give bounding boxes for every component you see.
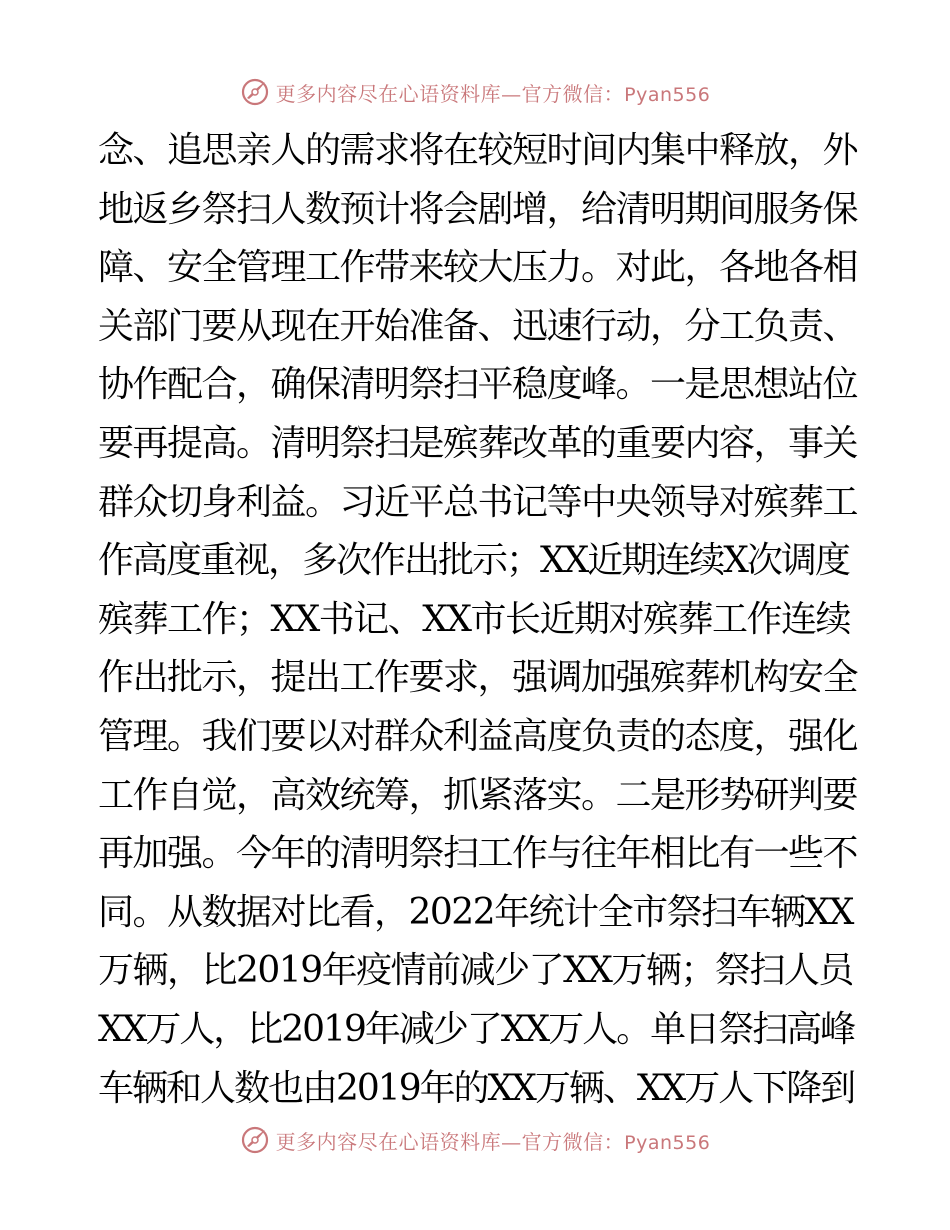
quill-seal-icon	[240, 1125, 270, 1155]
text-line: 地返乡祭扫人数预计将会剧增，给清明期间服务保	[98, 188, 858, 230]
text-line: 工作自觉，高效统筹，抓紧落实。二是形势研判要	[98, 774, 858, 816]
text-line: 协作配合，确保清明祭扫平稳度峰。一是思想站位	[98, 364, 858, 406]
text-line: XX万人，比2019年减少了XX万人。单日祭扫高峰	[98, 1008, 855, 1050]
document-body	[98, 122, 858, 1118]
text-line: 要再提高。清明祭扫是殡葬改革的重要内容，事关	[98, 422, 858, 464]
text-line: 念、追思亲人的需求将在较短时间内集中释放，外	[98, 130, 858, 171]
text-line: 作高度重视，多次作出批示；XX近期连续X次调度	[98, 540, 849, 582]
watermark-handle: Pyan556	[624, 1131, 711, 1154]
watermark-text: 更多内容尽在心语资料库—官方微信：Pyan556	[275, 1129, 711, 1154]
text-line: 管理。我们要以对群众利益高度负责的态度，强化	[98, 715, 858, 757]
footer-watermark	[0, 1118, 950, 1162]
text-line: 再加强。今年的清明祭扫工作与往年相比有一些不	[98, 833, 858, 875]
text-line: 群众切身利益。习近平总书记等中央领导对殡葬工	[98, 481, 858, 523]
text-line: 车辆和人数也由2019年的XX万辆、XX万人下降到	[98, 1067, 855, 1109]
watermark-text: 更多内容尽在心语资料库—官方微信：Pyan556	[275, 81, 711, 106]
text-line: 障、安全管理工作带来较大压力。对此，各地各相	[98, 247, 858, 289]
watermark-handle: Pyan556	[624, 83, 711, 106]
quill-seal-icon	[240, 77, 270, 107]
header-watermark	[0, 70, 950, 114]
text-line: 万辆，比2019年疫情前减少了XX万辆；祭扫人员	[98, 950, 853, 992]
text-line: 殡葬工作；XX书记、XX市长近期对殡葬工作连续	[98, 598, 851, 640]
text-line: 关部门要从现在开始准备、迅速行动，分工负责、	[98, 305, 858, 347]
text-line: 同。从数据对比看，2022年统计全市祭扫车辆XX	[98, 891, 853, 933]
text-line: 作出批示，提出工作要求，强调加强殡葬机构安全	[98, 657, 858, 699]
